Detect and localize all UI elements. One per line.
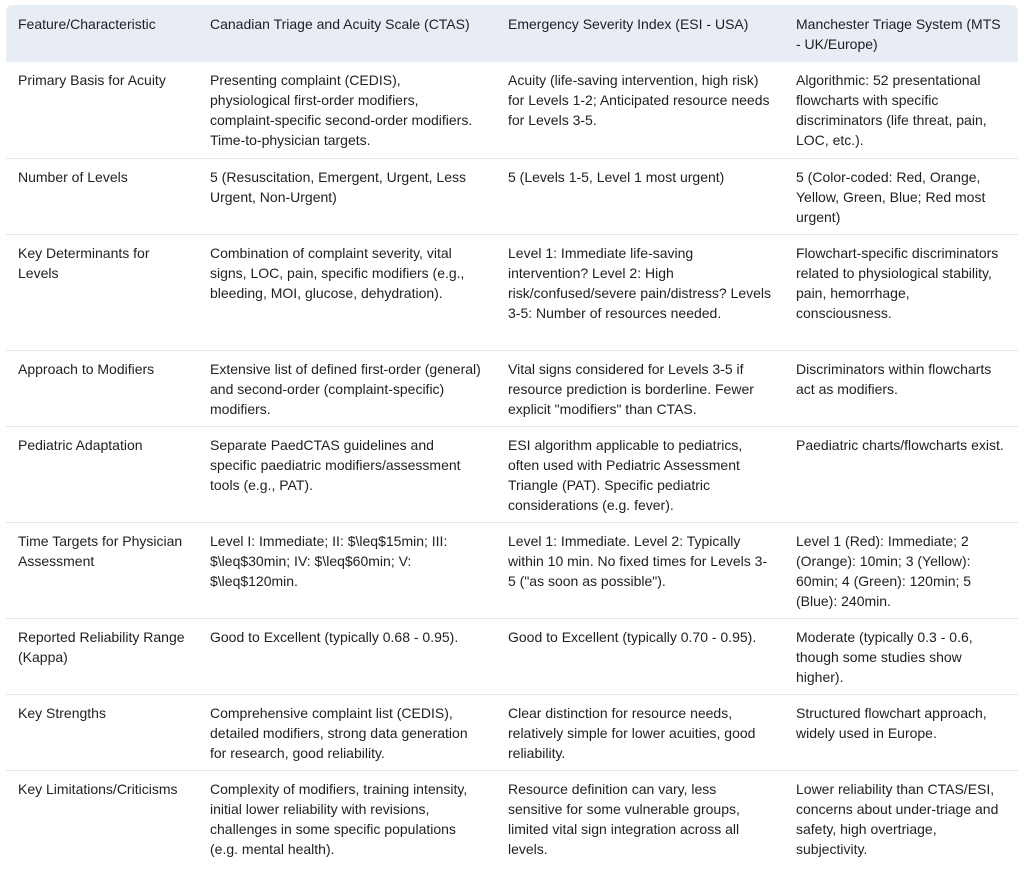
mts-cell: Level 1 (Red): Immediate; 2 (Orange): 10min; 3 (Yellow): 60min; 4 (Green): 120min; 5 (Blue): 240min. [784,522,1018,618]
mts-cell: 5 (Color-coded: Red, Orange, Yellow, Green, Blue; Red most urgent) [784,158,1018,234]
esi-cell: Clear distinction for resource needs, relatively simple for lower acuities, good reliability. [496,694,784,770]
esi-cell: Resource definition can vary, less sensitive for some vulnerable groups, limited vital sign integration across all levels. [508,780,740,857]
mts-cell: Structured flowchart approach, widely used in Europe. [784,694,1018,770]
esi-cell: Level 1: Immediate life-saving intervention? Level 2: High risk/confused/severe pain/distress? Levels 3-5: Number of resources needed. [496,234,784,350]
ctas-cell: Level I: Immediate; II: $\leq$15min; III: $\leq$30min; IV: $\leq$60min; V: $\leq$120min. [198,522,496,618]
esi-cell: Acuity (life-saving intervention, high risk) for Levels 1-2; Anticipated resource needs for Levels 3-5. [496,62,784,158]
feature-cell: Key Strengths [6,694,198,770]
table-row [6,694,1018,770]
header-mts: Manchester Triage System (MTS - UK/Europe) [784,5,1018,62]
table-row [6,350,1018,426]
mts-cell: Discriminators within flowcharts act as modifiers. [784,350,1018,426]
table-row [6,426,1018,522]
ctas-cell: Good to Excellent (typically 0.68 - 0.95). [198,618,496,694]
table-row [6,618,1018,694]
feature-cell: Pediatric Adaptation [6,426,198,522]
ctas-cell: Extensive list of defined first-order (general) and second-order (complaint-specific) modifiers. [198,350,496,426]
esi-cell: Good to Excellent (typically 0.70 - 0.95). [496,618,784,694]
mts-cell: Algorithmic: 52 presentational flowcharts with specific discriminators (life threat, pain, LOC, etc.). [784,62,1018,158]
ctas-cell: Combination of complaint severity, vital signs, LOC, pain, specific modifiers (e.g., bleeding, MOI, glucose, dehydration). [198,234,496,350]
table-row [6,158,1018,234]
esi-cell: Level 1: Immediate. Level 2: Typically within 10 min. No fixed times for Levels 3-5 ("as soon as possible"). [496,522,784,618]
table-row [6,62,1018,158]
feature-cell: Reported Reliability Range (Kappa) [6,618,198,694]
ctas-cell: Presenting complaint (CEDIS), physiological first-order modifiers, complaint-specific second-order modifiers. Time-to-physician targets. [198,62,496,158]
ctas-cell: Comprehensive complaint list (CEDIS), detailed modifiers, strong data generation for research, good reliability. [198,694,496,770]
mts-cell: Flowchart-specific discriminators related to physiological stability, pain, hemorrhage, consciousness. [784,234,1018,350]
ctas-cell: 5 (Resuscitation, Emergent, Urgent, Less Urgent, Non-Urgent) [198,158,496,234]
header-row [6,5,1018,62]
mts-cell: Moderate (typically 0.3 - 0.6, though some studies show higher). [784,618,1018,694]
table-body [6,62,1018,866]
feature-cell: Primary Basis for Acuity [6,62,198,158]
triage-comparison-table [6,5,1018,866]
comparison-table-container [6,5,1018,870]
mts-cell: Paediatric charts/flowcharts exist. [784,426,1018,522]
table-header [6,5,1018,62]
feature-cell: Key Determinants for Levels [6,234,198,350]
mts-cell: Lower reliability than CTAS/ESI, concerns about under-triage and safety, high overtriage, subjectivity. [796,780,999,857]
ctas-cell: Separate PaedCTAS guidelines and specific paediatric modifiers/assessment tools (e.g., PAT). [198,426,496,522]
feature-cell: Key Limitations/Criticisms [18,780,178,797]
ctas-cell: Complexity of modifiers, training intensity, initial lower reliability with revisions, challenges in some specific populations (e.g. mental health). [210,780,468,857]
table-row [6,522,1018,618]
feature-cell: Approach to Modifiers [6,350,198,426]
header-feature: Feature/Characteristic [6,5,198,62]
table-row [6,770,1018,866]
table-row [6,234,1018,350]
esi-cell: Vital signs considered for Levels 3-5 if resource prediction is borderline. Fewer explicit "modifiers" than CTAS. [496,350,784,426]
feature-cell: Number of Levels [6,158,198,234]
esi-cell: ESI algorithm applicable to pediatrics, often used with Pediatric Assessment Triangle (PAT). Specific pediatric considerations (e.g. fever). [496,426,784,522]
header-ctas: Canadian Triage and Acuity Scale (CTAS) [198,5,496,62]
esi-cell: 5 (Levels 1-5, Level 1 most urgent) [496,158,784,234]
feature-cell: Time Targets for Physician Assessment [6,522,198,618]
header-esi: Emergency Severity Index (ESI - USA) [496,5,784,62]
